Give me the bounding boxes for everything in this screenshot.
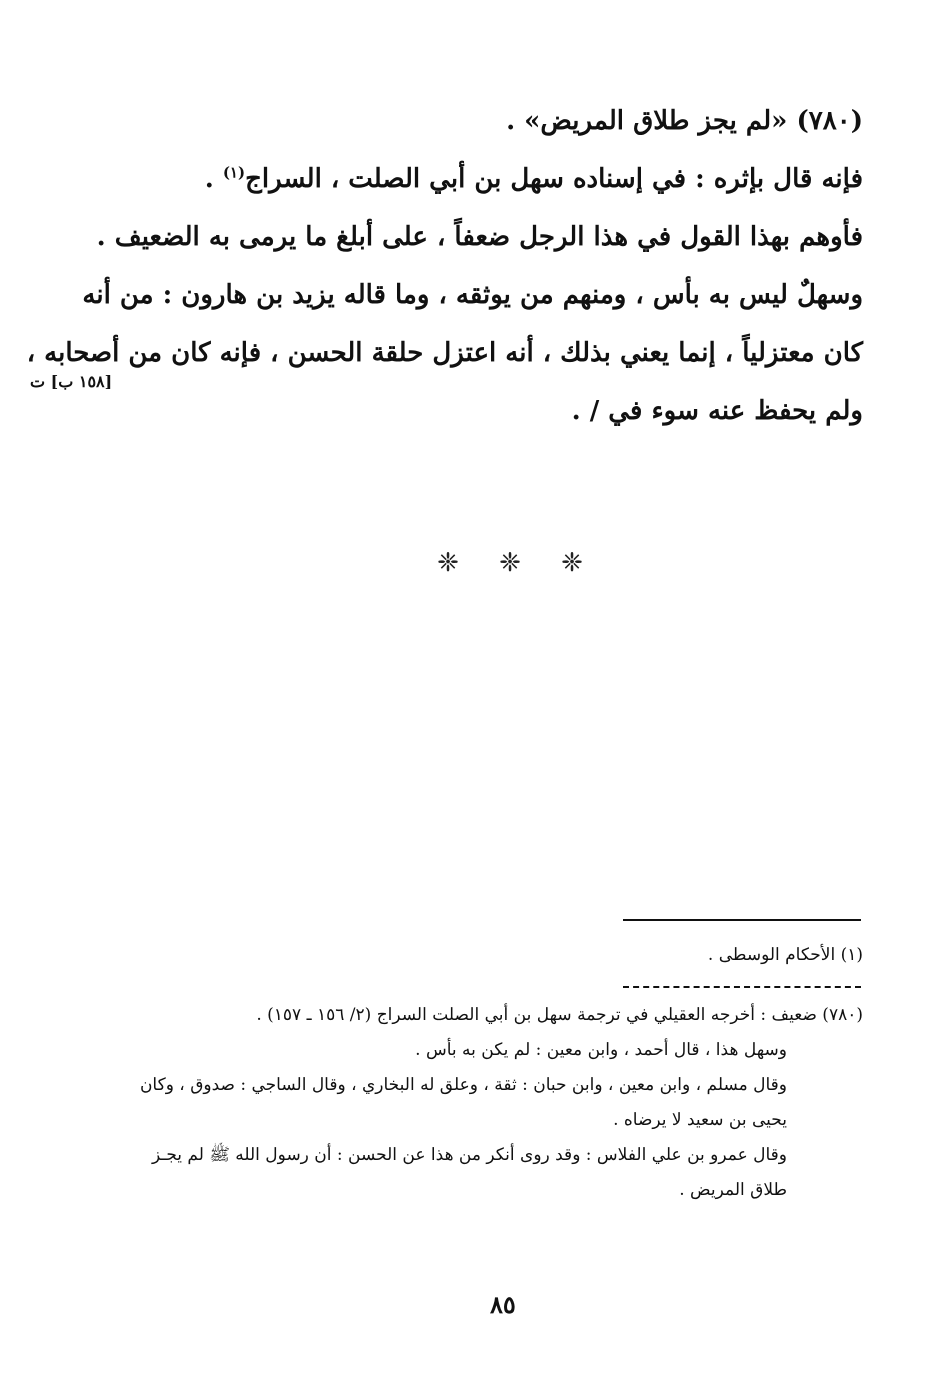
main-line-6: ولم يحفظ عنه سوء في / . bbox=[571, 396, 863, 426]
footnote-dashed-separator bbox=[623, 986, 861, 988]
footnote-780-line-5: وقال عمرو بن علي الفلاس : وقد روى أنكر من هذا عن الحسن : أن رسول الله ﷺ لم يجـز bbox=[151, 1145, 787, 1165]
ornament-icon: ❈ bbox=[561, 548, 583, 578]
page-number: ٨٥ bbox=[490, 1290, 516, 1319]
main-line-3: فأوهم بهذا القول في هذا الرجل ضعفاً ، على أبلغ ما يرمى به الضعيف . bbox=[96, 222, 863, 252]
hadith-heading: «لم يجز طلاق المريض» . bbox=[506, 106, 788, 136]
footnote-780-line-1: (٧٨٠) ضعيف : أخرجه العقيلي في ترجمة سهل بن أبي الصلت السراج (٢/ ١٥٦ ـ ١٥٧) . bbox=[256, 1005, 863, 1025]
footnote-780 bbox=[139, 998, 863, 1208]
main-line-2-end: . bbox=[204, 164, 223, 194]
manuscript-margin-reference: [١٥٨ ب] ت bbox=[30, 372, 113, 391]
main-line-2-text: فإنه قال بإثره : في إسناده سهل بن أبي الصلت ، السراج bbox=[245, 164, 863, 194]
footnote-separator bbox=[623, 919, 861, 921]
hadith-number: (٧٨٠) bbox=[796, 106, 863, 136]
footnote-780-line-2: وسهل هذا ، قال أحمد ، وابن معين : لم يكن به بأس . bbox=[415, 1040, 787, 1060]
main-line-4: وسهلٌ ليس به بأس ، ومنهم من يوثقه ، وما قاله يزيد بن هارون : من أنه bbox=[82, 280, 863, 310]
footnote-780-line-3: وقال مسلم ، وابن معين ، وابن حبان : ثقة ، وعلق له البخاري ، وقال الساجي : صدوق ، وكان bbox=[139, 1075, 787, 1095]
section-ornaments bbox=[430, 548, 590, 578]
footnote-1: (١) الأحكام الوسطى . bbox=[707, 945, 863, 965]
footnote-780-line-4: يحيى بن سعيد لا يرضاه . bbox=[613, 1110, 787, 1130]
ornament-icon: ❈ bbox=[499, 548, 521, 578]
main-line-5: كان معتزلياً ، إنما يعني بذلك ، أنه اعتزل حلقة الحسن ، فإنه كان من أصحابه ، bbox=[26, 338, 863, 368]
footnote-780-line-6: طلاق المريض . bbox=[679, 1180, 787, 1200]
main-line-1 bbox=[143, 92, 863, 150]
ornament-icon: ❈ bbox=[437, 548, 459, 578]
main-line-2 bbox=[143, 150, 863, 208]
footnote-marker: (١) bbox=[222, 163, 246, 182]
